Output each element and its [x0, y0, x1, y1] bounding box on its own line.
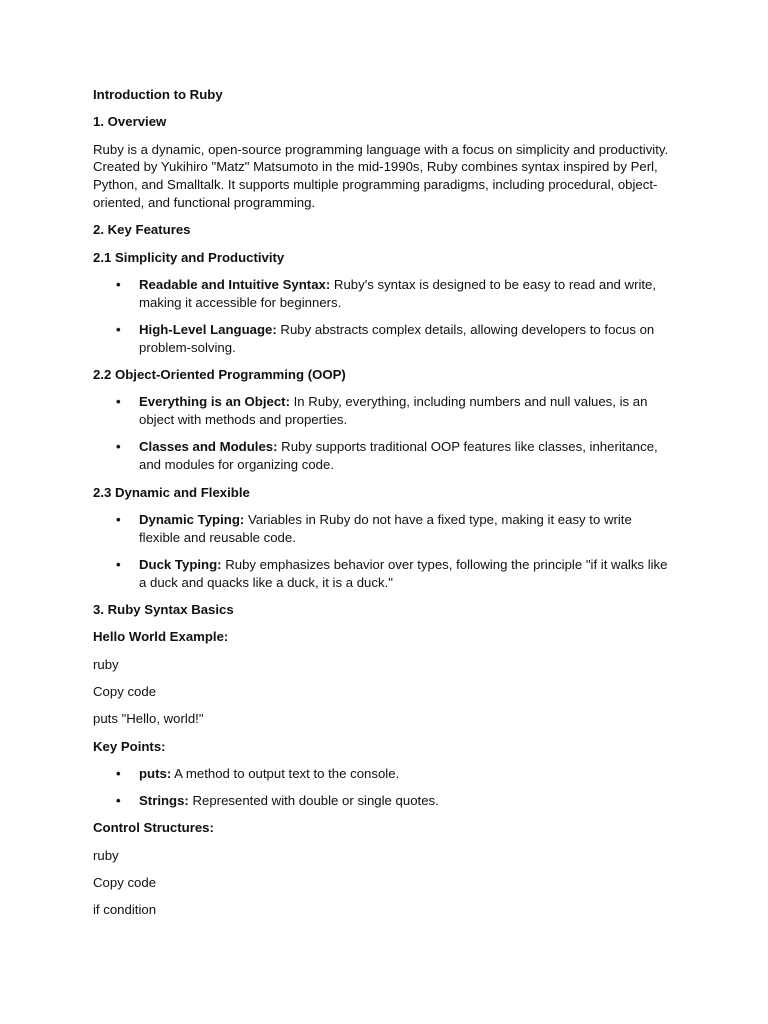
dynamic-list — [93, 511, 672, 592]
list-item-term: High-Level Language: — [139, 321, 277, 337]
dynamic-heading: 2.3 Dynamic and Flexible — [93, 484, 250, 500]
syntax-heading: 3. Ruby Syntax Basics — [93, 602, 234, 618]
document-title: Introduction to Ruby — [93, 87, 223, 102]
code-line: if condition — [93, 902, 157, 918]
list-item-text: Ruby's syntax is designed to be easy to read and write, making it accessible for beginners. — [139, 276, 657, 310]
list-item-term: Everything is an Object: — [139, 394, 290, 410]
oop-heading: 2.2 Object-Oriented Programming (OOP) — [93, 367, 346, 383]
bullet-icon: • — [116, 439, 121, 455]
bullet-icon: • — [116, 765, 121, 781]
code-language-label: ruby — [93, 656, 119, 672]
bullet-icon: • — [116, 321, 121, 337]
list-item-text: A method to output text to the console. — [171, 765, 400, 781]
oop-list — [93, 393, 672, 474]
list-item-term: Duck Typing: — [139, 556, 222, 572]
bullet-icon: • — [116, 511, 121, 527]
list-item — [93, 438, 672, 474]
list-item-term: Dynamic Typing: — [139, 511, 245, 527]
list-item — [93, 765, 672, 783]
list-item — [93, 276, 672, 312]
list-item — [93, 511, 672, 547]
overview-paragraph: Ruby is a dynamic, open-source programming language with a focus on simplicity and productivity. Created by Yukihiro "Matz" Matsumoto in the mid-1990s, Ruby combines syntax inspired by Perl, Python, and Smalltalk. It supports multiple programming paradigms, including procedural, object-oriented, and functional programming. — [93, 141, 669, 210]
hello-world-heading: Hello World Example: — [93, 629, 229, 645]
bullet-icon: • — [116, 556, 121, 572]
control-structures-heading: Control Structures: — [93, 820, 214, 836]
bullet-icon: • — [116, 793, 121, 809]
list-item-text: Represented with double or single quotes. — [188, 793, 439, 809]
code-language-label: ruby — [93, 847, 119, 863]
key-points-heading: Key Points: — [93, 738, 166, 754]
list-item-text: Ruby emphasizes behavior over types, following the principle "if it walks like a duck and quacks like a duck, it is a duck." — [139, 556, 668, 590]
list-item-term: Classes and Modules: — [139, 439, 278, 455]
list-item — [93, 321, 672, 357]
list-item — [93, 792, 672, 810]
list-item — [93, 556, 672, 592]
copy-code-label: Copy code — [93, 875, 157, 890]
simplicity-list — [93, 276, 672, 357]
list-item-text: Ruby supports traditional OOP features like classes, inheritance, and modules for organizing code. — [139, 439, 658, 473]
code-line: puts "Hello, world!" — [93, 711, 204, 727]
list-item-term: Strings: — [139, 793, 189, 809]
list-item-text: Variables in Ruby do not have a fixed type, making it easy to write flexible and reusable code. — [139, 511, 632, 545]
list-item-term: puts: — [139, 765, 172, 781]
bullet-icon: • — [116, 276, 121, 292]
copy-code-label: Copy code — [93, 683, 157, 699]
list-item — [93, 393, 672, 429]
key-points-list — [93, 765, 672, 810]
list-item-text: Ruby abstracts complex details, allowing developers to focus on problem-solving. — [139, 321, 655, 355]
list-item-term: Readable and Intuitive Syntax: — [139, 276, 331, 292]
bullet-icon: • — [116, 394, 121, 410]
list-item-text: In Ruby, everything, including numbers and null values, is an object with methods and properties. — [139, 394, 648, 428]
overview-heading: 1. Overview — [93, 114, 167, 130]
key-features-heading: 2. Key Features — [93, 222, 191, 238]
simplicity-heading: 2.1 Simplicity and Productivity — [93, 249, 285, 265]
